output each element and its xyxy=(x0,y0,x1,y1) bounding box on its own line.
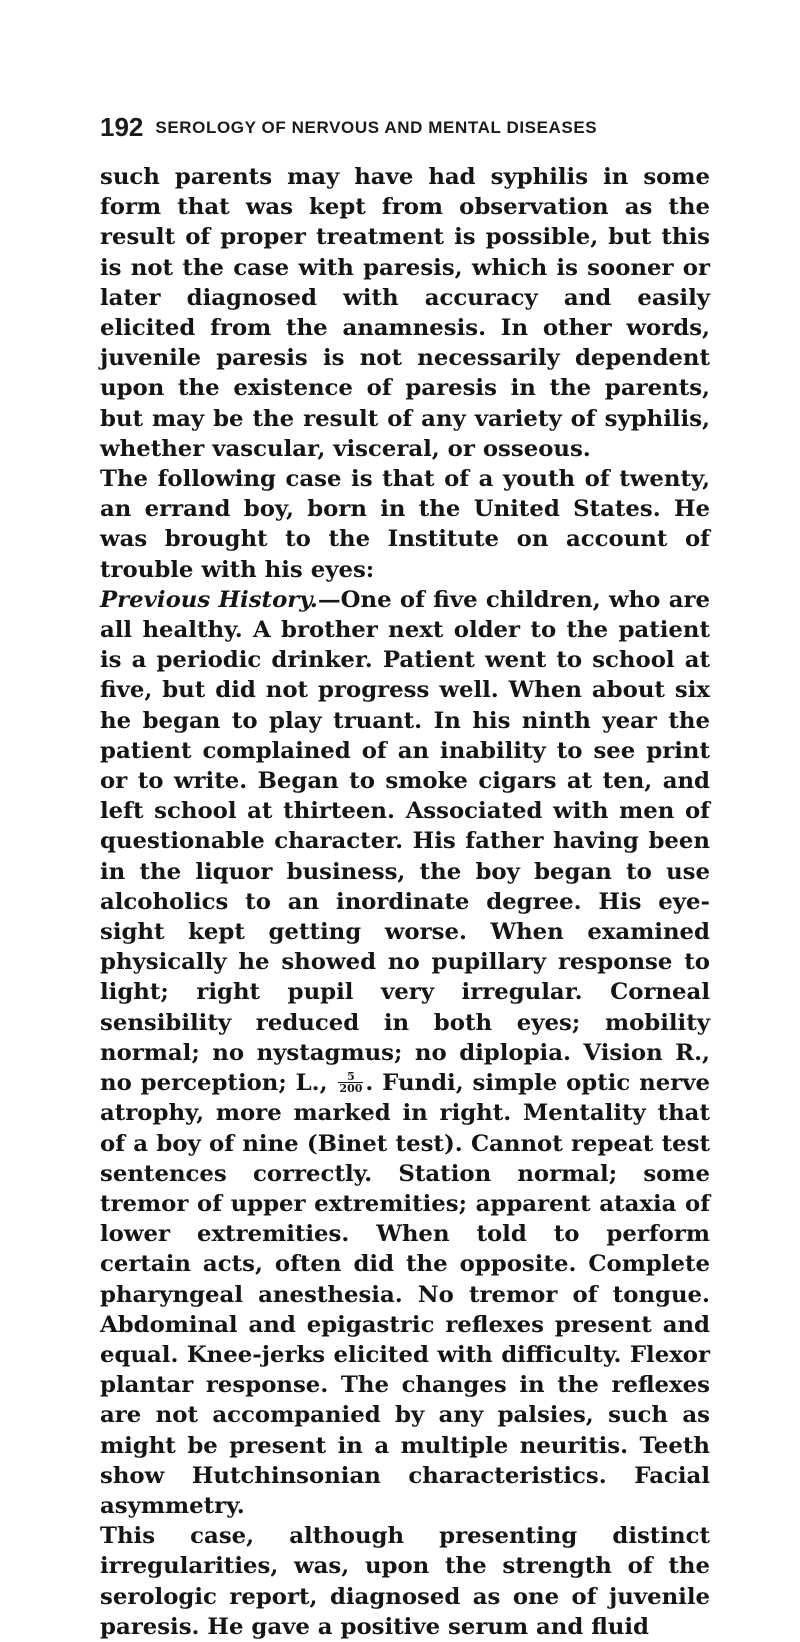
page-number: 192 xyxy=(100,112,144,142)
paragraph-4: This case, although presenting distinct irregularities, was, upon the strength of the serologic report, diagnosed as one of juvenile paresis. He gave a positive serum and fluid xyxy=(100,1523,710,1640)
section-heading-previous-history: Previous History. xyxy=(100,586,318,613)
paragraph-1: such parents may have had syphilis in some form that was kept from observation as the result of proper treatment is possible, but this is not the case with paresis, which is sooner or later diagnosed with accuracy and easily elicited from the anamnesis. In other words, juvenile paresis is not necessarily dependent upon the existence of paresis in the parents, but may be the result of any variety of syphilis, whether vascular, visceral, or osseous. xyxy=(100,164,710,462)
fraction-denominator: 200 xyxy=(339,1081,363,1095)
body-text xyxy=(100,162,710,1642)
paragraph-3-text-b: . Fundi, simple optic nerve atrophy, more marked in right. Mentality that of a boy of nine (Binet test). Cannot repeat test sentences correctly. Station normal; some tremor of upper extremities; apparent ataxia of lower extremities. When told to perform certain acts, often did the opposite. Complete pharyngeal anesthesia. No tremor of tongue. Abdominal and epigastric reflexes present and equal. Knee-jerks elicited with difficulty. Flexor plantar response. The changes in the reflexes are not accompanied by any palsies, such as might be present in a multiple neuritis. Teeth show Hutchinsonian characteristics. Facial asymmetry. xyxy=(100,1070,710,1519)
paragraph-2: The following case is that of a youth of twenty, an errand boy, born in the United States. He was brought to the Institute on account of trouble with his eyes: xyxy=(100,466,710,583)
vision-fraction xyxy=(338,1071,363,1094)
paragraph-3-text-a: —One of five children, who are all healthy. A brother next older to the patient is a periodic drinker. Patient went to school at five, but did not progress well. When about six he began to play truant. In his ninth year the patient complained of an inability to see print or to write. Began to smoke cigars at ten, and left school at thirteen. Associated with men of questionable character. His father having been in the liquor business, the boy began to use alcoholics to an inordinate degree. His eye-sight kept getting worse. When examined physically he showed no pupillary response to light; right pupil very irregular. Corneal sensibility reduced in both eyes; mobility normal; no nystagmus; no diplopia. Vision R., no perception; L., xyxy=(100,586,710,1097)
running-head xyxy=(100,112,710,143)
fraction-numerator: 5 xyxy=(338,1071,363,1083)
paragraph-3 xyxy=(100,585,710,1521)
running-title: SEROLOGY OF NERVOUS AND MENTAL DISEASES xyxy=(155,118,598,137)
